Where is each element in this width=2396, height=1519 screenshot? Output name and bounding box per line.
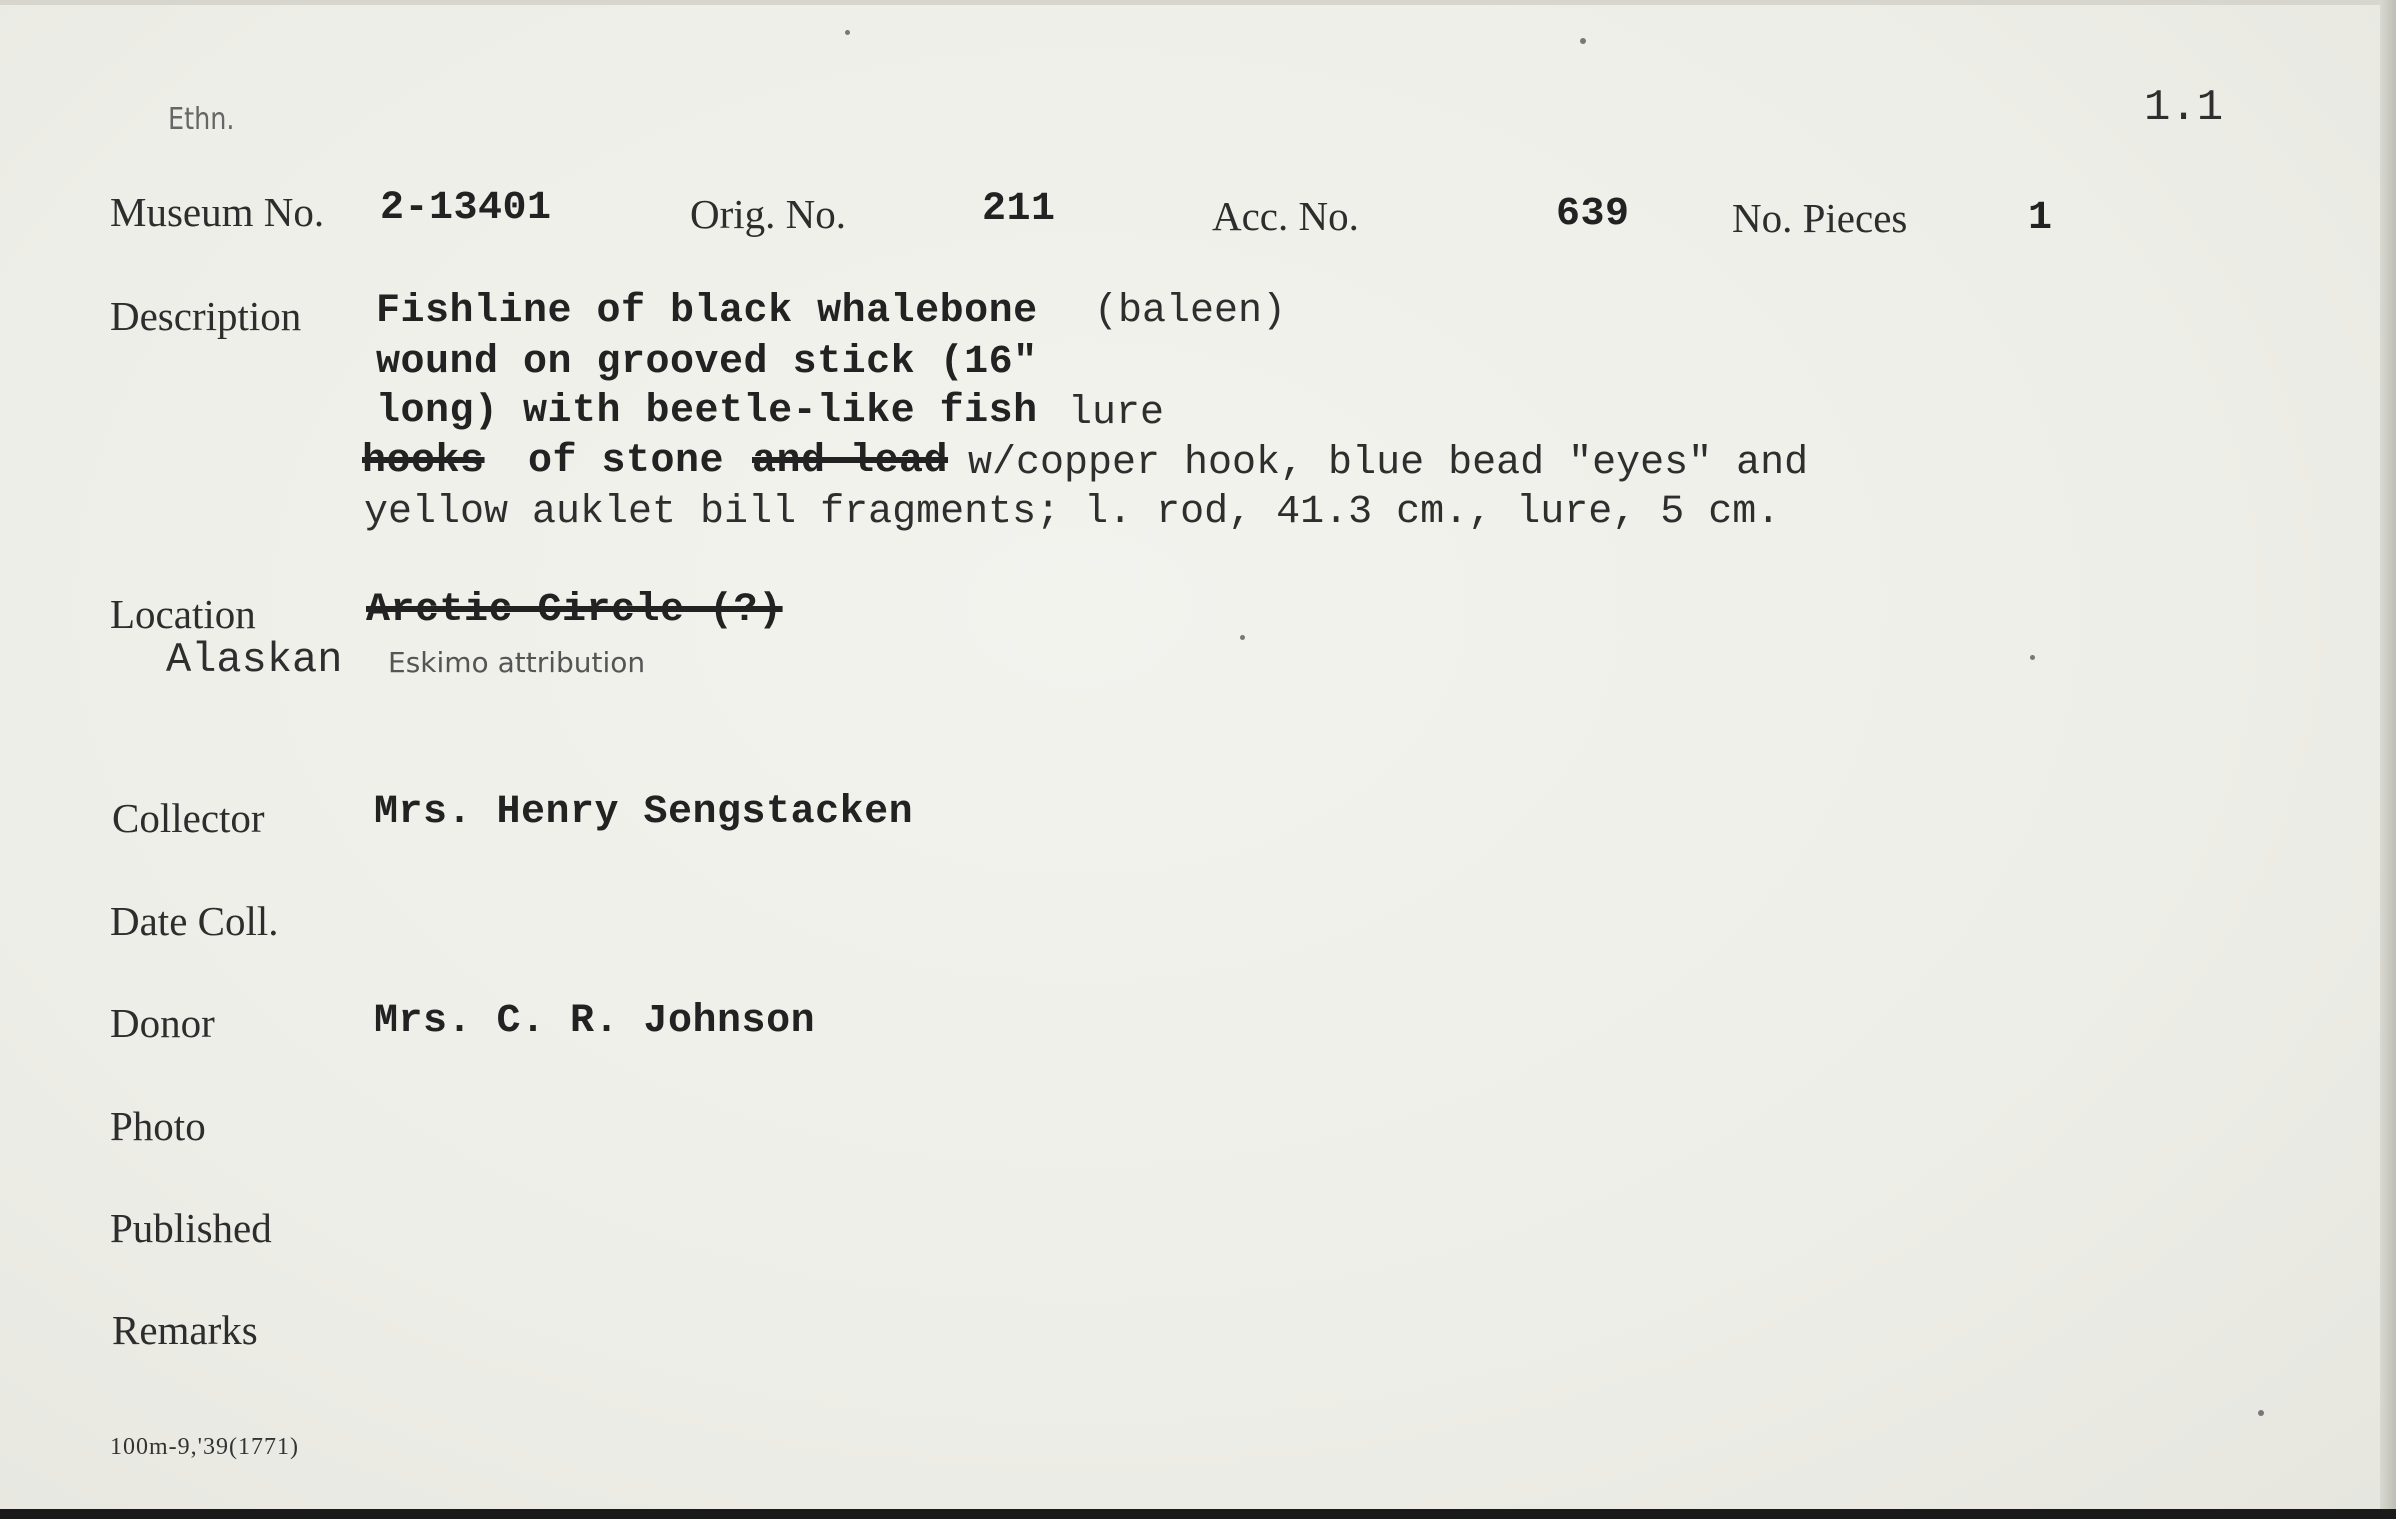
description-line-2: wound on grooved stick (16" xyxy=(376,340,1038,385)
description-line-4: of stone xyxy=(528,439,725,484)
description-lure: lure xyxy=(1068,391,1165,436)
card-print-code: 100m-9,'39(1771) xyxy=(110,1434,299,1460)
acc-no-value: 639 xyxy=(1556,192,1630,237)
orig-no-value: 211 xyxy=(982,187,1056,232)
published-label: Published xyxy=(110,1205,272,1251)
card-right-edge xyxy=(2380,0,2396,1519)
acc-no-label: Acc. No. xyxy=(1212,193,1359,239)
description-label: Description xyxy=(110,293,302,339)
donor-value: Mrs. C. R. Johnson xyxy=(374,999,816,1044)
no-pieces-label: No. Pieces xyxy=(1732,195,1908,241)
speck xyxy=(1580,38,1586,44)
location-note: Eskimo attribution xyxy=(388,646,646,679)
description-baleen: (baleen) xyxy=(1094,289,1287,334)
remarks-label: Remarks xyxy=(112,1307,258,1353)
speck xyxy=(845,30,850,35)
date-coll-label: Date Coll. xyxy=(110,898,279,944)
donor-label: Donor xyxy=(110,1000,215,1046)
photo-label: Photo xyxy=(110,1103,206,1149)
description-copper: w/copper hook, blue bead "eyes" and xyxy=(968,441,1809,486)
card-number: 1.1 xyxy=(2144,83,2224,133)
museum-no-label: Museum No. xyxy=(110,189,325,235)
description-line-5: yellow auklet bill fragments; l. rod, 41.3 cm., lure, 5 cm. xyxy=(364,490,1781,535)
description-and-lead-struck: and lead xyxy=(752,439,949,484)
museum-no-value: 2-13401 xyxy=(380,186,552,231)
collector-label: Collector xyxy=(112,795,265,841)
speck xyxy=(1240,635,1245,640)
no-pieces-value: 1 xyxy=(2028,196,2053,241)
ethn-label: Ethn. xyxy=(168,102,235,137)
speck xyxy=(2258,1410,2264,1416)
description-hooks-struck: hooks xyxy=(362,439,485,484)
speck xyxy=(2030,655,2035,660)
card-bottom-edge xyxy=(0,1509,2396,1519)
orig-no-label: Orig. No. xyxy=(690,191,847,237)
card-top-edge xyxy=(0,0,2396,5)
location-culture: Alaskan xyxy=(166,636,343,684)
description-line-1: Fishline of black whalebone xyxy=(376,289,1038,334)
location-label: Location xyxy=(110,591,256,637)
collector-value: Mrs. Henry Sengstacken xyxy=(374,790,914,835)
location-struck-value: Arctic Circle (?) xyxy=(366,588,783,633)
description-line-3: long) with beetle-like fish xyxy=(376,389,1038,434)
